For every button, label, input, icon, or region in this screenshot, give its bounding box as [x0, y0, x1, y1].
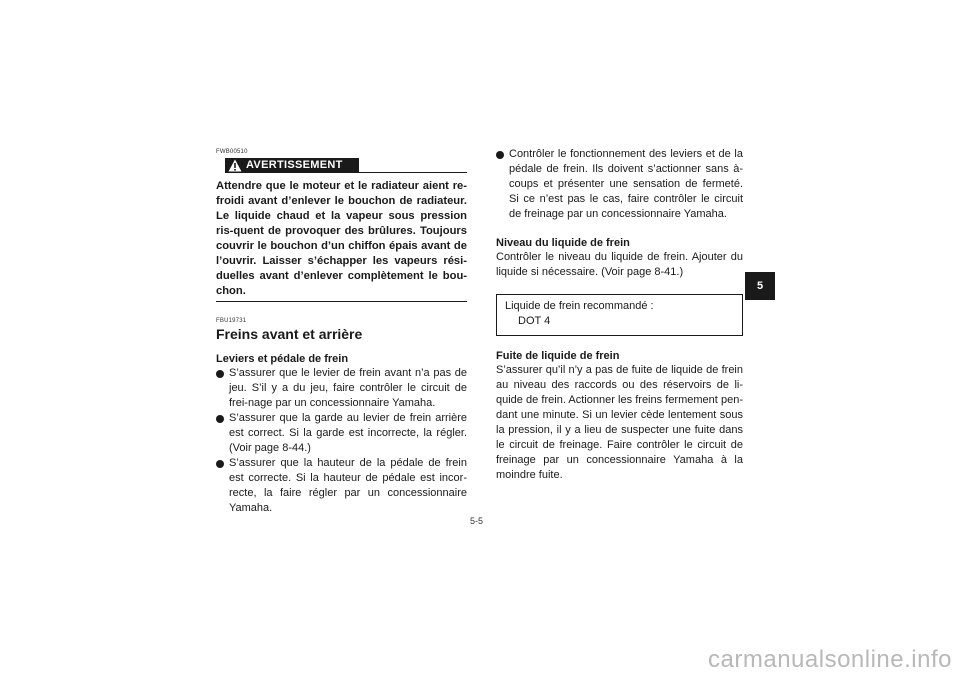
fluid-level-text: Contrôler le niveau du liquide de frein. Ajouter du liquide si nécessaire. (Voir page 8-41.): [496, 251, 743, 278]
warning-triangle-icon: [228, 159, 242, 172]
bullet-dot-icon: [216, 415, 224, 423]
section-code: FBU19731: [216, 318, 247, 324]
bullet-text: S’assurer que la garde au levier de frein arrière est correct. Si la garde est incorrecte, la régler. (Voir page 8-44.): [229, 412, 467, 454]
left-column: [216, 149, 467, 516]
fluid-level-heading: Niveau du liquide de frein: [496, 237, 630, 249]
levers-bullet-list: [216, 366, 467, 516]
levers-bullet-list-continued: [496, 147, 743, 222]
list-item: [496, 147, 743, 222]
levers-heading: Leviers et pédale de frein: [216, 353, 349, 365]
warning-badge-label: AVERTISSEMENT: [246, 159, 343, 171]
warning-header: [216, 158, 467, 175]
list-item: [216, 456, 467, 516]
warning-header-rule: [359, 172, 467, 173]
bullet-text: S’assurer que le levier de frein avant n’a pas de jeu. S’il y a du jeu, faire contrôler le circuit de frei-nage par un concessionnaire Yamaha.: [229, 367, 467, 409]
warning-bottom-rule: [216, 301, 467, 302]
fluid-leak-text: S’assurer qu’il n’y a pas de fuite de liquide de frein au niveau des raccords ou des réservoirs de li-quide de frein. Actionner les freins fermement pen-dant une minute. Si un levier cède lentement sous la pression, il y a lieu de suspecter une fuite dans le circuit de freinage. Faire contrôler le circuit de freinage par un concessionnaire Yamaha à la moindre fuite.: [496, 364, 743, 481]
chapter-tab: 5: [745, 272, 775, 300]
bullet-dot-icon: [216, 460, 224, 468]
list-item: [216, 366, 467, 411]
fluid-leak-heading: Fuite de liquide de frein: [496, 350, 620, 362]
section-title: Freins avant et arrière: [216, 326, 363, 342]
spec-value: DOT 4: [518, 315, 551, 327]
warning-text: Attendre que le moteur et le radiateur aient re-froidi avant d’enlever le bouchon de radiateur. Le liquide chaud et la vapeur sous pression ris-quent de provoquer des brûlures. Toujours couvrir le bouchon d’un chiffon épais avant de l’ouvrir. Laisser s’échapper les vapeurs rési-duelles avant d’enlever complètement le bou-chon.: [216, 180, 467, 297]
bullet-text: S’assurer que la hauteur de la pédale de frein est correcte. Si la hauteur de pédale est incor-recte, la faire régler par un concessionnaire Yamaha.: [229, 457, 467, 514]
warning-code: FWB00510: [216, 149, 248, 155]
warning-badge: [225, 158, 359, 173]
bullet-dot-icon: [216, 370, 224, 378]
spec-label: Liquide de frein recommandé :: [505, 300, 654, 312]
spec-box: [496, 294, 743, 336]
bullet-dot-icon: [496, 151, 504, 159]
list-item: [216, 411, 467, 456]
right-column: [496, 147, 743, 483]
watermark: carmanualsonline.info: [708, 646, 952, 673]
page-number: 5-5: [470, 516, 484, 526]
bullet-text: Contrôler le fonctionnement des leviers et de la pédale de frein. Ils doivent s’actionner sans à-coups et présenter une sensation de fermeté. Si ce n’est pas le cas, faire contrôler le circuit de freinage par un concessionnaire Yamaha.: [509, 148, 743, 220]
